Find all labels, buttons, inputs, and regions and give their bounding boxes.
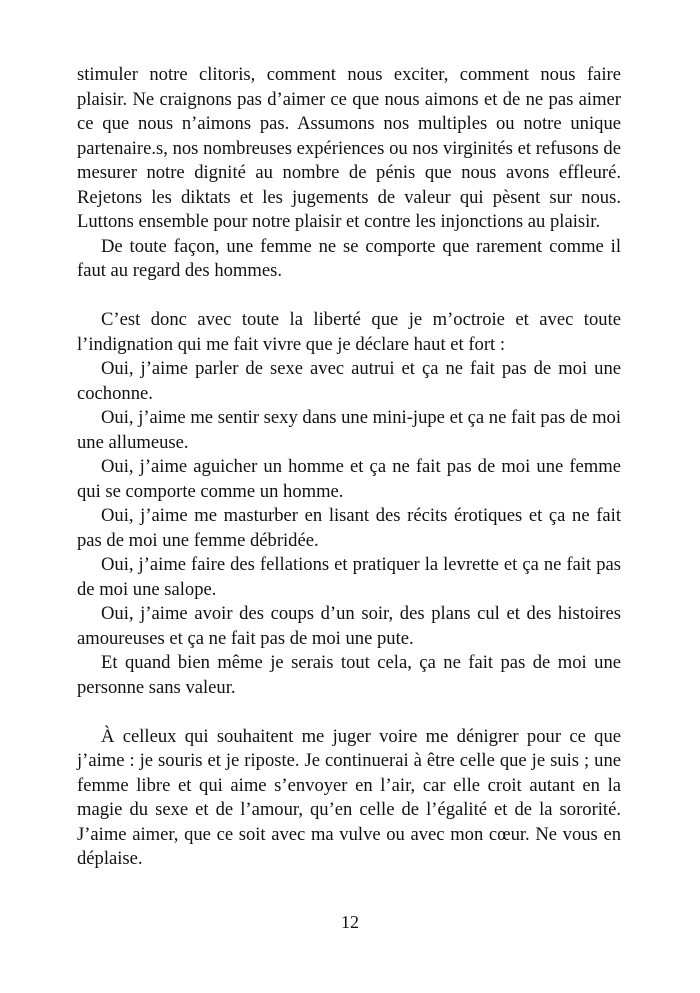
paragraph: Oui, j’aime faire des fellations et pratiquer la levrette et ça ne fait pas de moi une salope. [77,554,621,600]
paragraph: Oui, j’aime avoir des coups d’un soir, des plans cul et des histoires amoureuses et ça ne fait pas de moi une pute. [77,603,621,649]
paragraph-spacer [77,700,621,725]
paragraph: De toute façon, une femme ne se comporte que rarement comme il faut au regard des hommes. [77,235,621,281]
paragraph: Oui, j’aime me masturber en lisant des récits érotiques et ça ne fait pas de moi une femme débridée. [77,505,621,551]
paragraph: Oui, j’aime me sentir sexy dans une mini-jupe et ça ne fait pas de moi une allumeuse. [77,407,621,453]
paragraph: À celleux qui souhaitent me juger voire me dénigrer pour ce que j’aime : je souris et je riposte. Je continuerai à être celle que je suis ; une femme libre et qui aime s’envoyer en l’air, car elle croit autant en la magie du sexe et de l’amour, qu’en celle de l’égalité et de la sororité. J’aime aimer, que ce soit avec ma vulve ou avec mon cœur. Ne vous en déplaise. [77,725,621,869]
paragraph: Et quand bien même je serais tout cela, ça ne fait pas de moi une personne sans valeur. [77,652,621,698]
paragraph: Oui, j’aime parler de sexe avec autrui et ça ne fait pas de moi une cochonne. [77,358,621,404]
paragraph: C’est donc avec toute la liberté que je m’octroie et avec toute l’indignation qui me fait vivre que je déclare haut et fort : [77,309,621,355]
page-body [77,63,621,872]
paragraph: Oui, j’aime aguicher un homme et ça ne fait pas de moi une femme qui se comporte comme un homme. [77,456,621,502]
paragraph: stimuler notre clitoris, comment nous exciter, comment nous faire plaisir. Ne craignons pas d’aimer ce que nous aimons et de ne pas aimer ce que nous n’aimons pas. Assumons nos multiples ou notre unique partenaire.s, nos nombreuses expériences ou nos virginités et refusons de mesurer notre dignité au nombre de pénis que nous avons effleuré. Rejetons les diktats et les jugements de valeur qui pèsent sur nous. Luttons ensemble pour notre plaisir et contre les injonctions au plaisir. [77,64,621,232]
paragraph-spacer [77,284,621,309]
page-number: 12 [341,912,359,932]
